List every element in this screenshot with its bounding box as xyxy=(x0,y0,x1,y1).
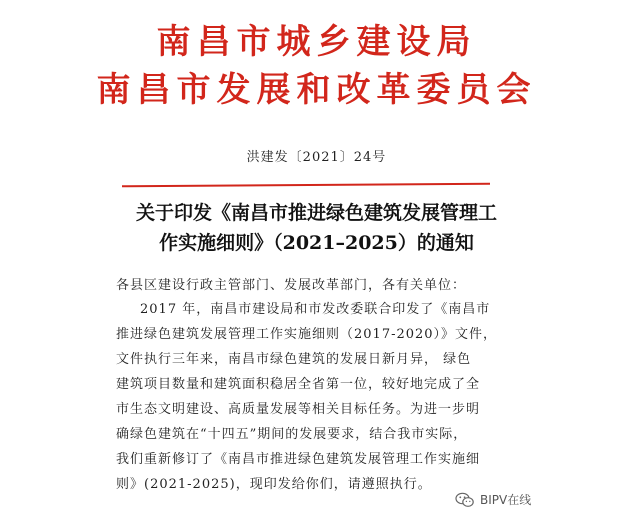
body-line: 我们重新修订了《南昌市推进绿色建筑发展管理工作实施细 xyxy=(116,452,481,467)
body-line: 推进绿色建筑发展管理工作实施细则（2017-2020）》文件， xyxy=(116,327,498,342)
red-separator-rule xyxy=(122,183,490,188)
body-line: 建筑项目数量和建筑面积稳居全省第一位，较好地完成了全 xyxy=(116,377,481,392)
document-title-line2: 作实施细则》（2021–2025）的通知 xyxy=(159,232,474,254)
watermark xyxy=(455,491,531,508)
document-title-line1: 关于印发《南昌市推进绿色建筑发展管理工 xyxy=(135,202,497,224)
watermark-text: BIPV在线 xyxy=(480,493,532,507)
body-line: 则》(2021-2025)，现印发给你们，请遵照执行。 xyxy=(116,477,432,492)
document-number: 洪建发〔2021〕24号 xyxy=(246,150,387,165)
body-line: 确绿色建筑在“十四五”期间的发展要求，结合我市实际， xyxy=(116,427,468,442)
body-line: 市生态文明建设、高质量发展等相关目标任务。为进一步明 xyxy=(116,402,481,417)
salutation: 各县区建设行政主管部门、发展改革部门，各有关单位： xyxy=(116,278,467,293)
body-line: 2017 年，南昌市建设局和市发改委联合印发了《南昌市 xyxy=(140,302,491,317)
issuing-org-line2: 南昌市发展和改革委员会 xyxy=(96,70,537,110)
issuing-org-line1: 南昌市城乡建设局 xyxy=(156,22,477,62)
wechat-icon xyxy=(455,492,475,508)
body-line: 文件执行三年来，南昌市绿色建筑的发展日新月异， 绿色 xyxy=(116,352,472,367)
